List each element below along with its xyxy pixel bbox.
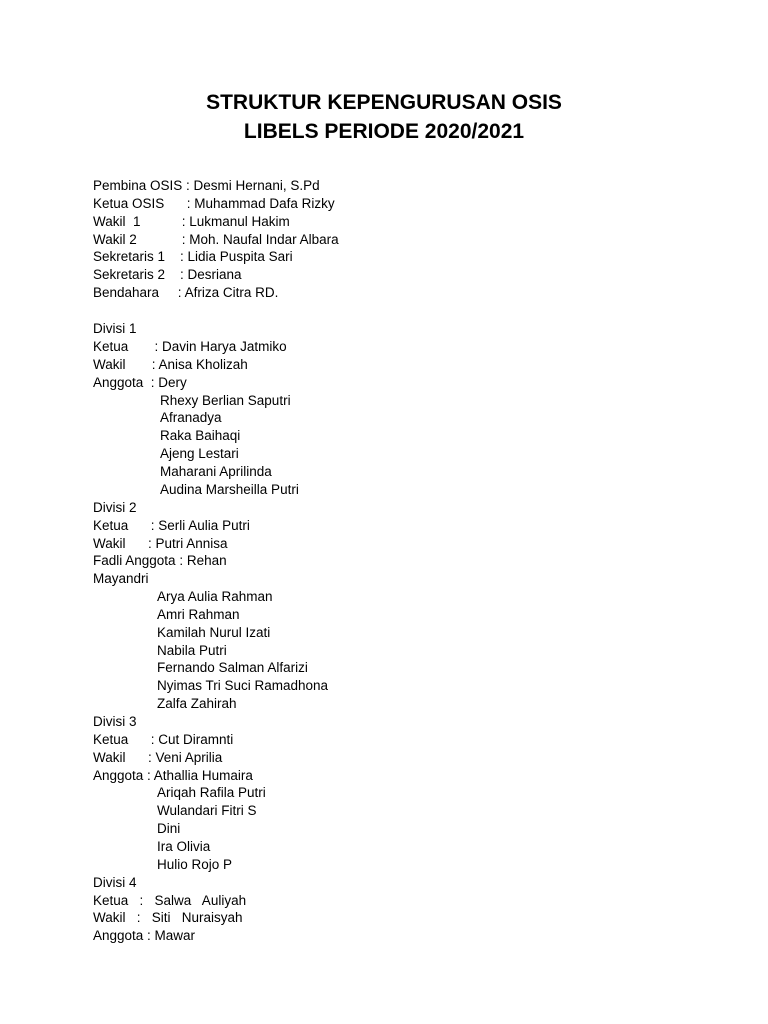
bendahara-line: Bendahara : Afriza Citra RD. [93,285,279,300]
divisi-3-ketua: Ketua : Cut Diramnti [93,732,234,747]
divisi-2-member: Nabila Putri [157,643,227,658]
divisi-1-ketua: Ketua : Davin Harya Jatmiko [93,339,287,354]
divisi-1-wakil: Wakil : Anisa Kholizah [93,357,248,372]
divisi-2-member: Arya Aulia Rahman [157,589,273,604]
divisi-1-member: Ajeng Lestari [160,446,239,461]
divisi-3-member: Wulandari Fitri S [157,803,257,818]
divisi-2-heading: Divisi 2 [93,500,137,515]
divisi-3-member: Dini [157,821,181,836]
divisi-2-wakil: Wakil : Putri Annisa [93,536,228,551]
divisi-2-anggota-label: Fadli Anggota : Rehan [93,553,227,568]
divisi-2-member: Kamilah Nurul Izati [157,625,271,640]
divisi-2-ketua: Ketua : Serli Aulia Putri [93,518,250,533]
divisi-2-member: Nyimas Tri Suci Ramadhona [157,678,329,693]
divisi-3-member: Ira Olivia [157,839,211,854]
divisi-1-member: Rhexy Berlian Saputri [160,393,291,408]
wakil-1-line: Wakil 1 : Lukmanul Hakim [93,214,290,229]
divisi-4-heading: Divisi 4 [93,875,137,890]
sekretaris-2-line: Sekretaris 2 : Desriana [93,267,242,282]
sekretaris-1-line: Sekretaris 1 : Lidia Puspita Sari [93,249,293,264]
divisi-1-member: Afranadya [160,410,222,425]
divisi-4-ketua: Ketua : Salwa Auliyah [93,893,247,908]
divisi-3-member: Hulio Rojo P [157,857,233,872]
divisi-3-member: Ariqah Rafila Putri [157,785,266,800]
divisi-2-anggota-continued: Mayandri [93,571,149,586]
divisi-4-anggota-label: Anggota : Mawar [93,928,196,943]
divisi-3-wakil: Wakil : Veni Aprilia [93,750,223,765]
ketua-osis-line: Ketua OSIS : Muhammad Dafa Rizky [93,196,335,211]
divisi-1-heading: Divisi 1 [93,321,137,336]
wakil-2-line: Wakil 2 : Moh. Naufal Indar Albara [93,232,339,247]
document-title-line-1: STRUKTUR KEPENGURUSAN OSIS [206,91,562,114]
divisi-3-heading: Divisi 3 [93,714,137,729]
divisi-4-wakil: Wakil : Siti Nuraisyah [93,910,243,925]
divisi-1-anggota-label: Anggota : Dery [93,375,187,390]
divisi-2-member: Fernando Salman Alfarizi [157,660,308,675]
divisi-2-member: Amri Rahman [157,607,240,622]
divisi-1-member: Maharani Aprilinda [160,464,272,479]
divisi-1-member: Raka Baihaqi [160,428,241,443]
divisi-3-anggota-label: Anggota : Athallia Humaira [93,768,253,783]
pembina-line: Pembina OSIS : Desmi Hernani, S.Pd [93,178,320,193]
document-title-line-2: LIBELS PERIODE 2020/2021 [243,120,525,143]
divisi-1-member: Audina Marsheilla Putri [160,482,299,497]
divisi-2-member: Zalfa Zahirah [157,696,237,711]
